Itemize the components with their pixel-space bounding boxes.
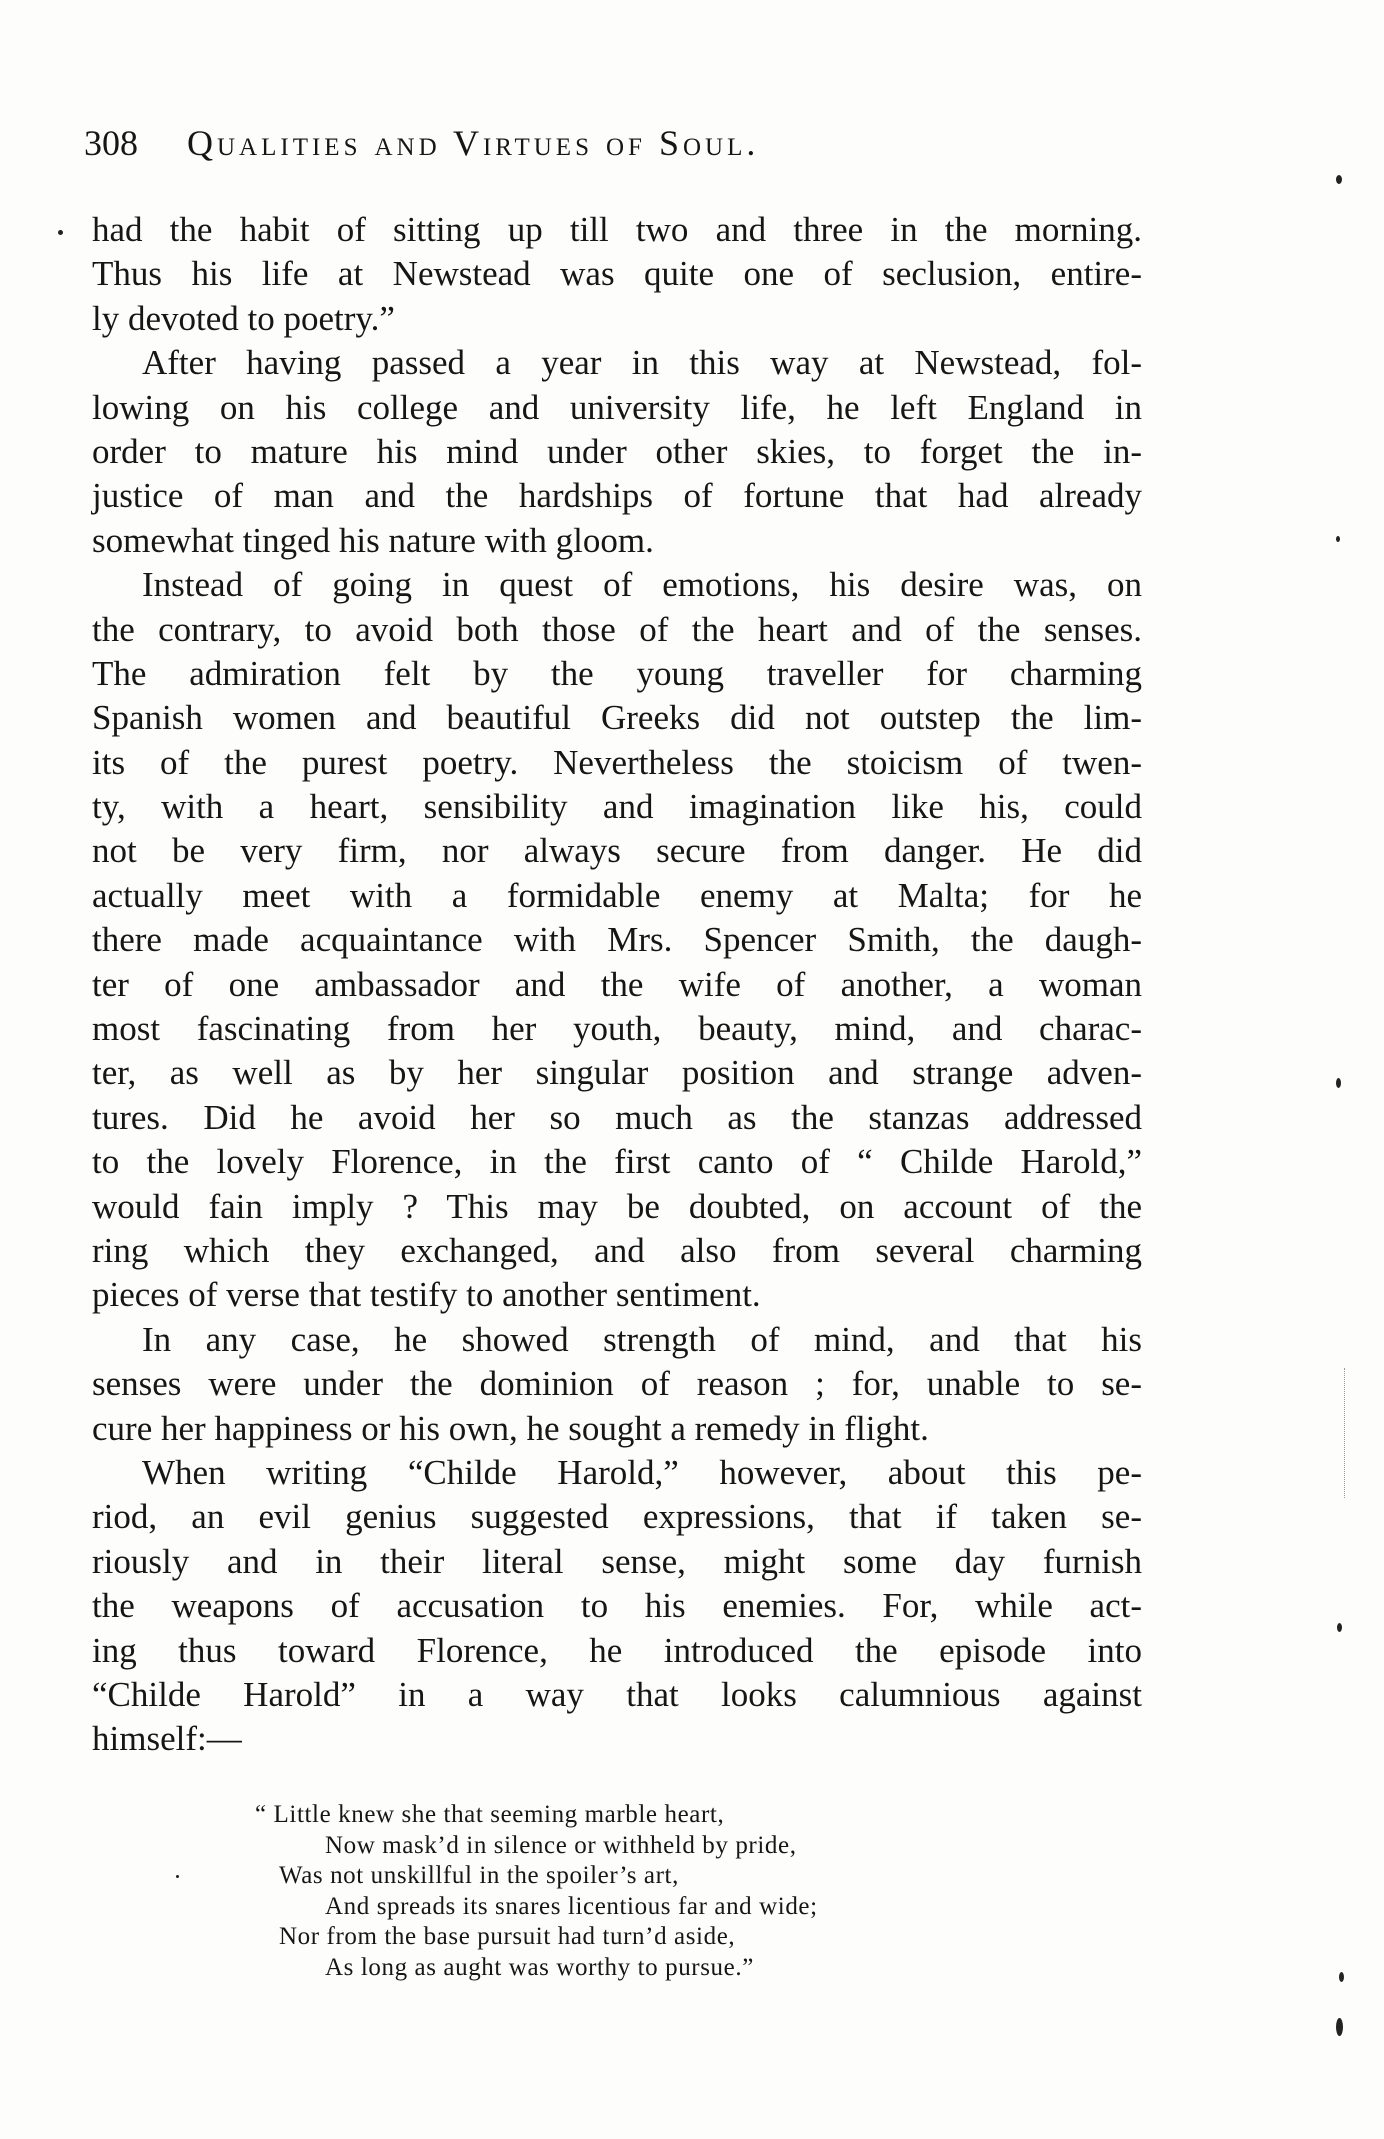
running-head-title: Qualities and Virtues of Soul. [187, 123, 760, 163]
scan-speck [1336, 536, 1340, 542]
verse-line: As long as aught was worthy to pursue.” [325, 1953, 754, 1981]
text-line: lowing on his college and university life, he left England in [92, 387, 1142, 427]
verse-line: Was not unskillful in the spoiler’s art, [279, 1862, 679, 1889]
scan-speck [58, 230, 63, 235]
scan-speck [1336, 1078, 1341, 1088]
scan-speck [1336, 2018, 1343, 2036]
body-text [92, 208, 1142, 1762]
verse-quotation [255, 1800, 1055, 1983]
text-line: ty, with a heart, sensibility and imagination like his, could [92, 787, 1142, 827]
text-line: In any case, he showed strength of mind, and that his [142, 1319, 1142, 1359]
text-line: The admiration felt by the young traveller for charming [92, 653, 1142, 693]
text-line: ing thus toward Florence, he introduced the episode into [92, 1630, 1142, 1670]
text-line: actually meet with a formidable enemy at Malta; for he [92, 875, 1142, 915]
text-line: ter, as well as by her singular position and strange adven- [92, 1053, 1142, 1093]
text-line: pieces of verse that testify to another sentiment. [92, 1275, 761, 1315]
text-line: its of the purest poetry. Nevertheless the stoicism of twen- [92, 742, 1142, 782]
text-line: most fascinating from her youth, beauty, mind, and charac- [92, 1009, 1142, 1049]
running-head [84, 122, 1084, 172]
text-line: not be very firm, nor always secure from danger. He did [92, 831, 1142, 871]
scan-speck [1339, 1972, 1344, 1982]
text-line: had the habit of sitting up till two and three in the morning. [92, 210, 1142, 249]
text-line: himself:— [92, 1719, 242, 1759]
text-line: ly devoted to poetry.” [92, 298, 395, 338]
text-line: riously and in their literal sense, might some day furnish [92, 1541, 1142, 1581]
scan-speck [1336, 175, 1342, 184]
text-line: Instead of going in quest of emotions, his desire was, on [142, 565, 1142, 605]
text-line: senses were under the dominion of reason ; for, unable to se- [92, 1364, 1142, 1404]
text-line: riod, an evil genius suggested expressions, that if taken se- [92, 1497, 1142, 1537]
text-line: the weapons of accusation to his enemies. For, while act- [92, 1586, 1142, 1626]
text-line: Thus his life at Newstead was quite one of seclusion, entire- [92, 254, 1142, 294]
text-line: would fain imply ? This may be doubted, on account of the [92, 1186, 1142, 1226]
scan-speck [1337, 1623, 1342, 1632]
verse-line: And spreads its snares licentious far and wide; [325, 1892, 818, 1920]
text-line: ter of one ambassador and the wife of another, a woman [92, 964, 1142, 1004]
scan-speck [176, 1875, 179, 1878]
text-line: there made acquaintance with Mrs. Spencer Smith, the daugh- [92, 920, 1142, 960]
text-line: Spanish women and beautiful Greeks did not outstep the lim- [92, 698, 1142, 738]
text-line: cure her happiness or his own, he sought a remedy in flight. [92, 1408, 929, 1448]
verse-line: “ Little knew she that seeming marble heart, [255, 1801, 725, 1828]
text-line: tures. Did he avoid her so much as the stanzas addressed [92, 1097, 1142, 1137]
text-line: to the lovely Florence, in the first canto of “ Childe Harold,” [92, 1142, 1142, 1182]
text-line: After having passed a year in this way at Newstead, fol- [142, 343, 1142, 383]
text-line: “Childe Harold” in a way that looks calumnious against [92, 1674, 1142, 1714]
page-number: 308 [84, 123, 138, 163]
verse-line: Nor from the base pursuit had turn’d aside, [279, 1923, 736, 1950]
text-line: the contrary, to avoid both those of the heart and of the senses. [92, 609, 1142, 649]
verse-line: Now mask’d in silence or withheld by pride, [325, 1831, 797, 1859]
text-line: ring which they exchanged, and also from several charming [92, 1230, 1142, 1270]
text-line: When writing “Childe Harold,” however, about this pe- [142, 1452, 1142, 1492]
text-line: somewhat tinged his nature with gloom. [92, 520, 654, 560]
margin-mark [1344, 1368, 1347, 1498]
text-line: justice of man and the hardships of fortune that had already [92, 476, 1142, 516]
text-line: order to mature his mind under other skies, to forget the in- [92, 431, 1142, 471]
